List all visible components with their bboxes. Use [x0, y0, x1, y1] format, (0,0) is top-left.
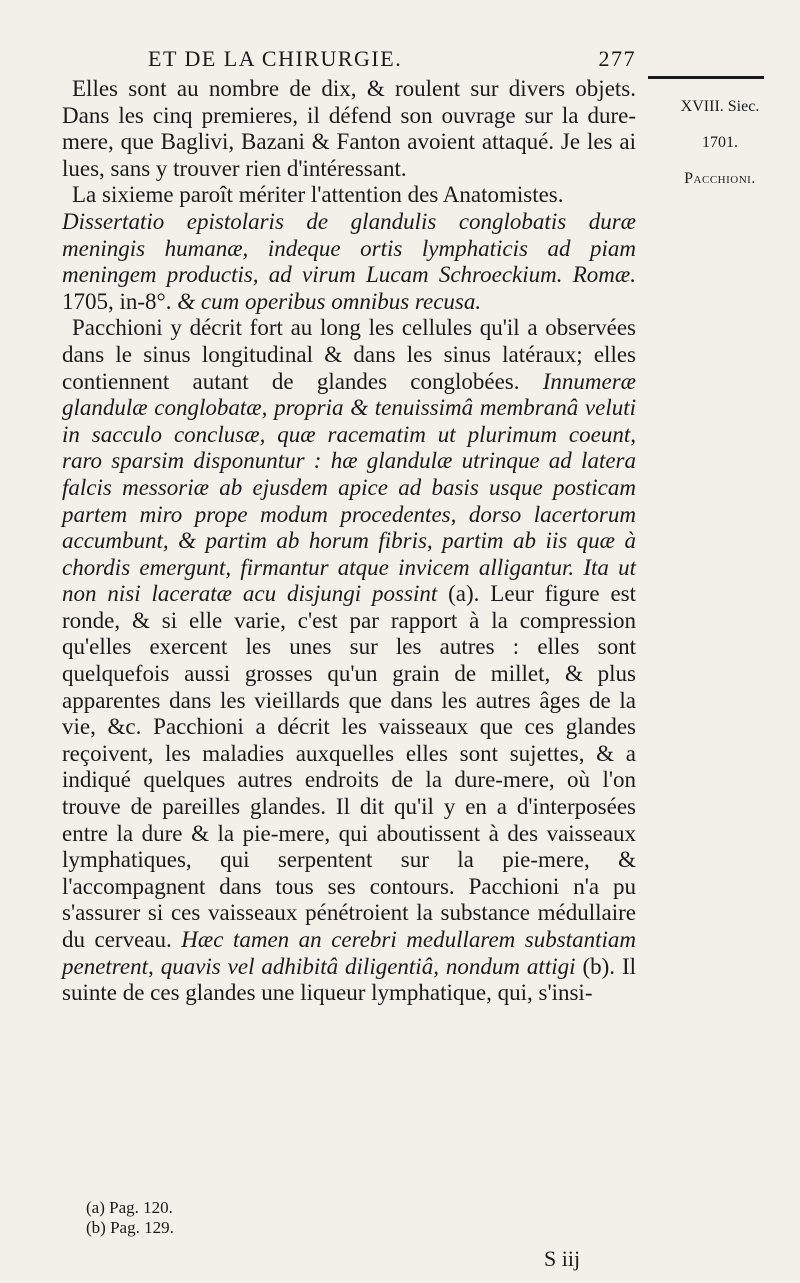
footnote-a: (a) Pag. 120. — [86, 1198, 173, 1217]
paragraph-4-end: (b). Il suinte de ces glandes une liqueur lymphatique, qui, s'insi- — [62, 953, 636, 1006]
running-title: ET DE LA CHIRURGIE. — [148, 46, 403, 71]
footnotes — [86, 1198, 386, 1238]
paragraph-1: Elles sont au nombre de dix, & roulent sur divers objets. Dans les cinq premieres, il défend son ouvrage sur la dure-mere, que Baglivi, Bazani & Fanton avoient attaqué. Je les ai lues, sans y trouver rien d'intéressant. — [62, 76, 636, 181]
paragraph-4-middle: (a). Leur figure est ronde, & si elle varie, c'est par rapport à la compression qu'elles exercent les unes sur les autres : elles sont quelquefois aussi grosses qu'un grain de millet, & plus apparentes dans les vieillards que dans les autres âges de la vie, &c. Pacchioni a décrit les vaisseaux que ces glandes reçoivent, les maladies auxquelles elles sont sujettes, & a indiqué quelques autres endroits de la dure-mere, où l'on trouve de pareilles glandes. Il dit qu'il y en a d'interposées entre la dure & la pie-mere, qui aboutissent à des vaisseaux lymphatiques, qui serpentent sur la pie-mere, & l'accompagnent dans tous ses contours. Pacchioni n'a pu s'assurer si ces vaisseaux pénétroient la substance médullaire du cerveau. — [62, 581, 636, 952]
citation-note: & cum operibus omnibus recusa. — [177, 288, 482, 314]
latin-quote-2: Hæc tamen an cerebri medullarem substantiam penetrent, quavis vel adhibitâ diligentiâ, nondum attigi — [62, 927, 636, 979]
margin-year: 1701. — [702, 134, 738, 151]
paragraph-4-intro: Pacchioni y décrit fort au long les cellules qu'il a observées dans le sinus longitudinal & dans les sinus latéraux; elles contiennent autant de glandes conglobées. — [62, 315, 636, 394]
paragraph-2: La sixieme paroît mériter l'attention des Anatomistes. — [72, 182, 564, 208]
margin-century: XVIII. Siec. — [680, 98, 760, 115]
margin-note — [640, 76, 800, 197]
latin-quote-1: Innumeræ glandulæ conglobatæ, propria & tenuissimâ membranâ veluti in sacculo conclusæ, quæ racematim ut plurimum coeunt, raro sparsim disponuntur : hæ glandulæ utrinque ad latera falcis messoriæ ab ejusdem apice ad basis usque posticam partem miro prope modum procedentes, dorso lacertorum accumbunt, & partim ab horum fibris, partim ab iis quæ à chordis emergunt, firmantur atque invicem alligantur. Ita ut non nisi laceratæ acu disjungi possint — [62, 368, 636, 607]
margin-rule — [648, 76, 764, 79]
margin-author: Pacchioni. — [684, 170, 756, 187]
citation-title: Dissertatio epistolaris de glandulis conglobatis duræ meningis humanæ, indeque ortis lymphaticis ad piam meningem productis, ad virum Lucam Schroeckium. Romæ. — [62, 208, 636, 288]
running-header — [148, 46, 636, 76]
page-number: 277 — [598, 46, 636, 71]
paragraph-3-citation — [62, 209, 636, 315]
body-text — [62, 76, 636, 1007]
footnote-b: (b) Pag. 129. — [86, 1218, 174, 1237]
signature-mark: S iij — [544, 1246, 581, 1271]
paragraph-4 — [62, 315, 636, 1006]
citation-imprint: 1705, in-8°. — [62, 288, 178, 314]
